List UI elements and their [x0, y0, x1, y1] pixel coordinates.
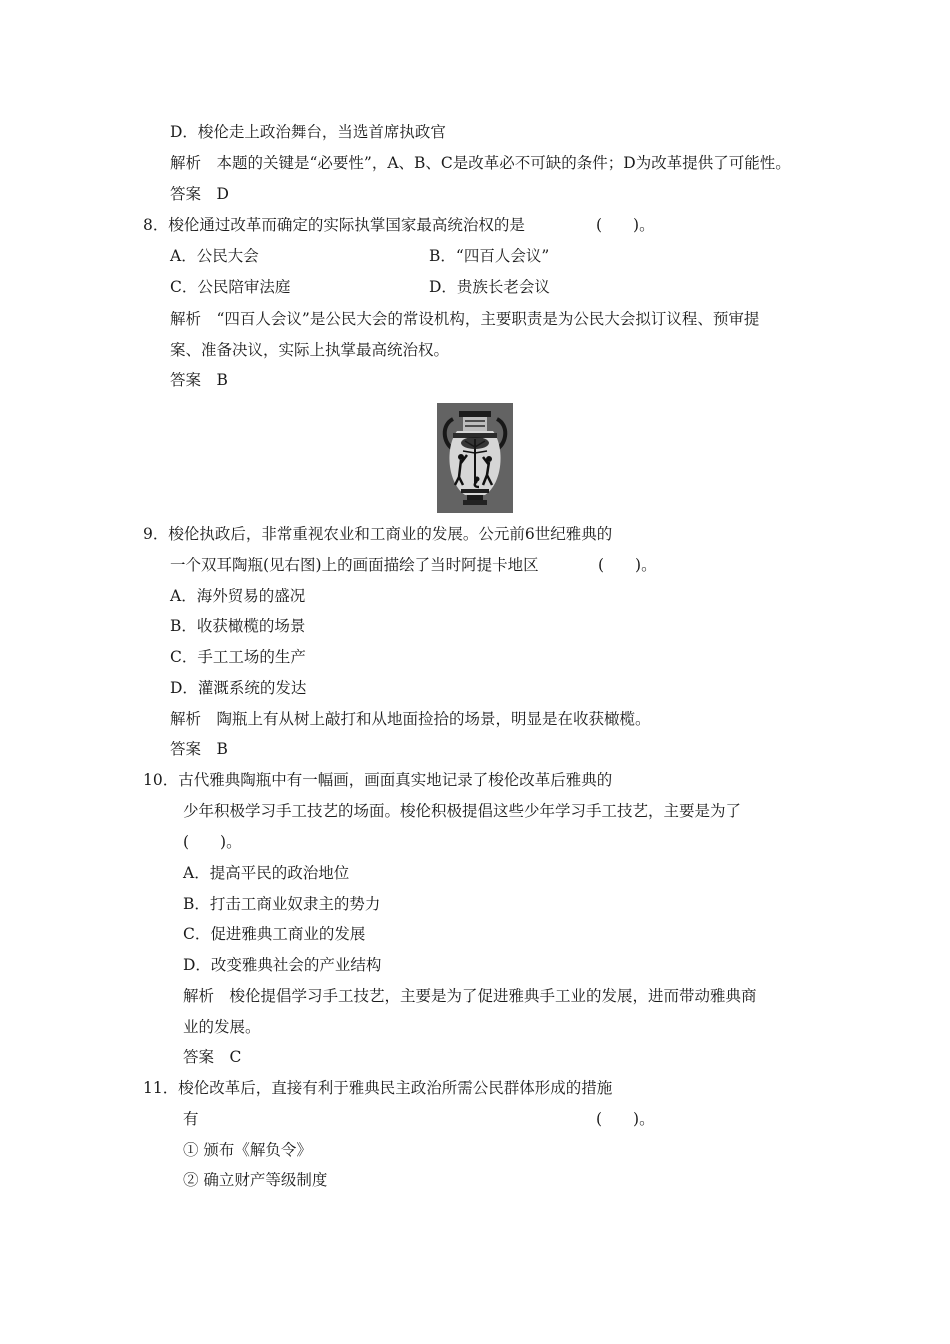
- q8-option-c: C．公民陪审法庭: [170, 278, 291, 296]
- q11-item1: ① 颁布《解负令》: [183, 1141, 312, 1159]
- q11-item2: ② 确立财产等级制度: [183, 1171, 328, 1189]
- q10-option-a: A．提高平民的政治地位: [183, 864, 350, 882]
- q10-stem-line1: 10．古代雅典陶瓶中有一幅画，画面真实地记录了梭伦改革后雅典的: [143, 771, 613, 789]
- q8-option-d: D．贵族长老会议: [429, 278, 550, 296]
- q9-option-d: D．灌溉系统的发达: [170, 679, 307, 697]
- q11-stem-line1: 11．梭伦改革后，直接有利于雅典民主政治所需公民群体形成的措施: [143, 1079, 613, 1097]
- q9-analysis: 解析 陶瓶上有从树上敲打和从地面捡拾的场景，明显是在收获橄榄。: [170, 710, 651, 728]
- q8-analysis-line2: 案、准备决议，实际上执掌最高统治权。: [170, 341, 450, 359]
- q10-stem-line2: 少年积极学习手工技艺的场面。梭伦积极提倡这些少年学习手工技艺，主要是为了: [183, 802, 742, 820]
- q7-option-d: D．梭伦走上政治舞台，当选首席执政官: [170, 123, 446, 141]
- q9-stem-line1: 9．梭伦执政后，非常重视农业和工商业的发展。公元前6世纪雅典的: [143, 525, 613, 543]
- q8-stem: 8．梭伦通过改革而确定的实际执掌国家最高统治权的是: [143, 216, 525, 234]
- q11-stem-line2: 有: [183, 1110, 199, 1128]
- q10-stem-line3: ( )。: [183, 833, 242, 851]
- q10-option-c: C．促进雅典工商业的发展: [183, 925, 366, 943]
- q10-option-b: B．打击工商业奴隶主的势力: [183, 895, 381, 913]
- q7-answer: 答案 D: [170, 185, 229, 203]
- q8-analysis-line1: 解析 “四百人会议”是公民大会的常设机构，主要职责是为公民大会拟订议程、预审提: [170, 310, 760, 328]
- q9-option-a: A．海外贸易的盛况: [170, 587, 306, 605]
- q8-option-b: B．“四百人会议”: [429, 247, 550, 265]
- q7-analysis: 解析 本题的关键是“必要性”，A、B、C是改革必不可缺的条件；D为改革提供了可能性。: [170, 154, 791, 172]
- q9-option-c: C．手工工场的生产: [170, 648, 306, 666]
- q10-analysis-line2: 业的发展。: [183, 1018, 261, 1036]
- q9-stem-line2: 一个双耳陶瓶(见右图)上的画面描绘了当时阿提卡地区: [170, 556, 539, 574]
- q9-answer-blank: ( )。: [598, 556, 657, 574]
- q10-answer: 答案 C: [183, 1048, 242, 1066]
- amphora-vase-icon: [437, 403, 513, 513]
- amphora-vase-image: [437, 403, 513, 513]
- q8-option-a: A．公民大会: [170, 247, 259, 265]
- q8-answer-blank: ( )。: [596, 216, 655, 234]
- q10-option-d: D．改变雅典社会的产业结构: [183, 956, 382, 974]
- q8-answer: 答案 B: [170, 371, 228, 389]
- q9-answer: 答案 B: [170, 740, 228, 758]
- q10-analysis-line1: 解析 梭伦提倡学习手工技艺，主要是为了促进雅典手工业的发展，进而带动雅典商: [183, 987, 757, 1005]
- q9-option-b: B．收获橄榄的场景: [170, 617, 306, 635]
- q11-answer-blank: ( )。: [596, 1110, 655, 1128]
